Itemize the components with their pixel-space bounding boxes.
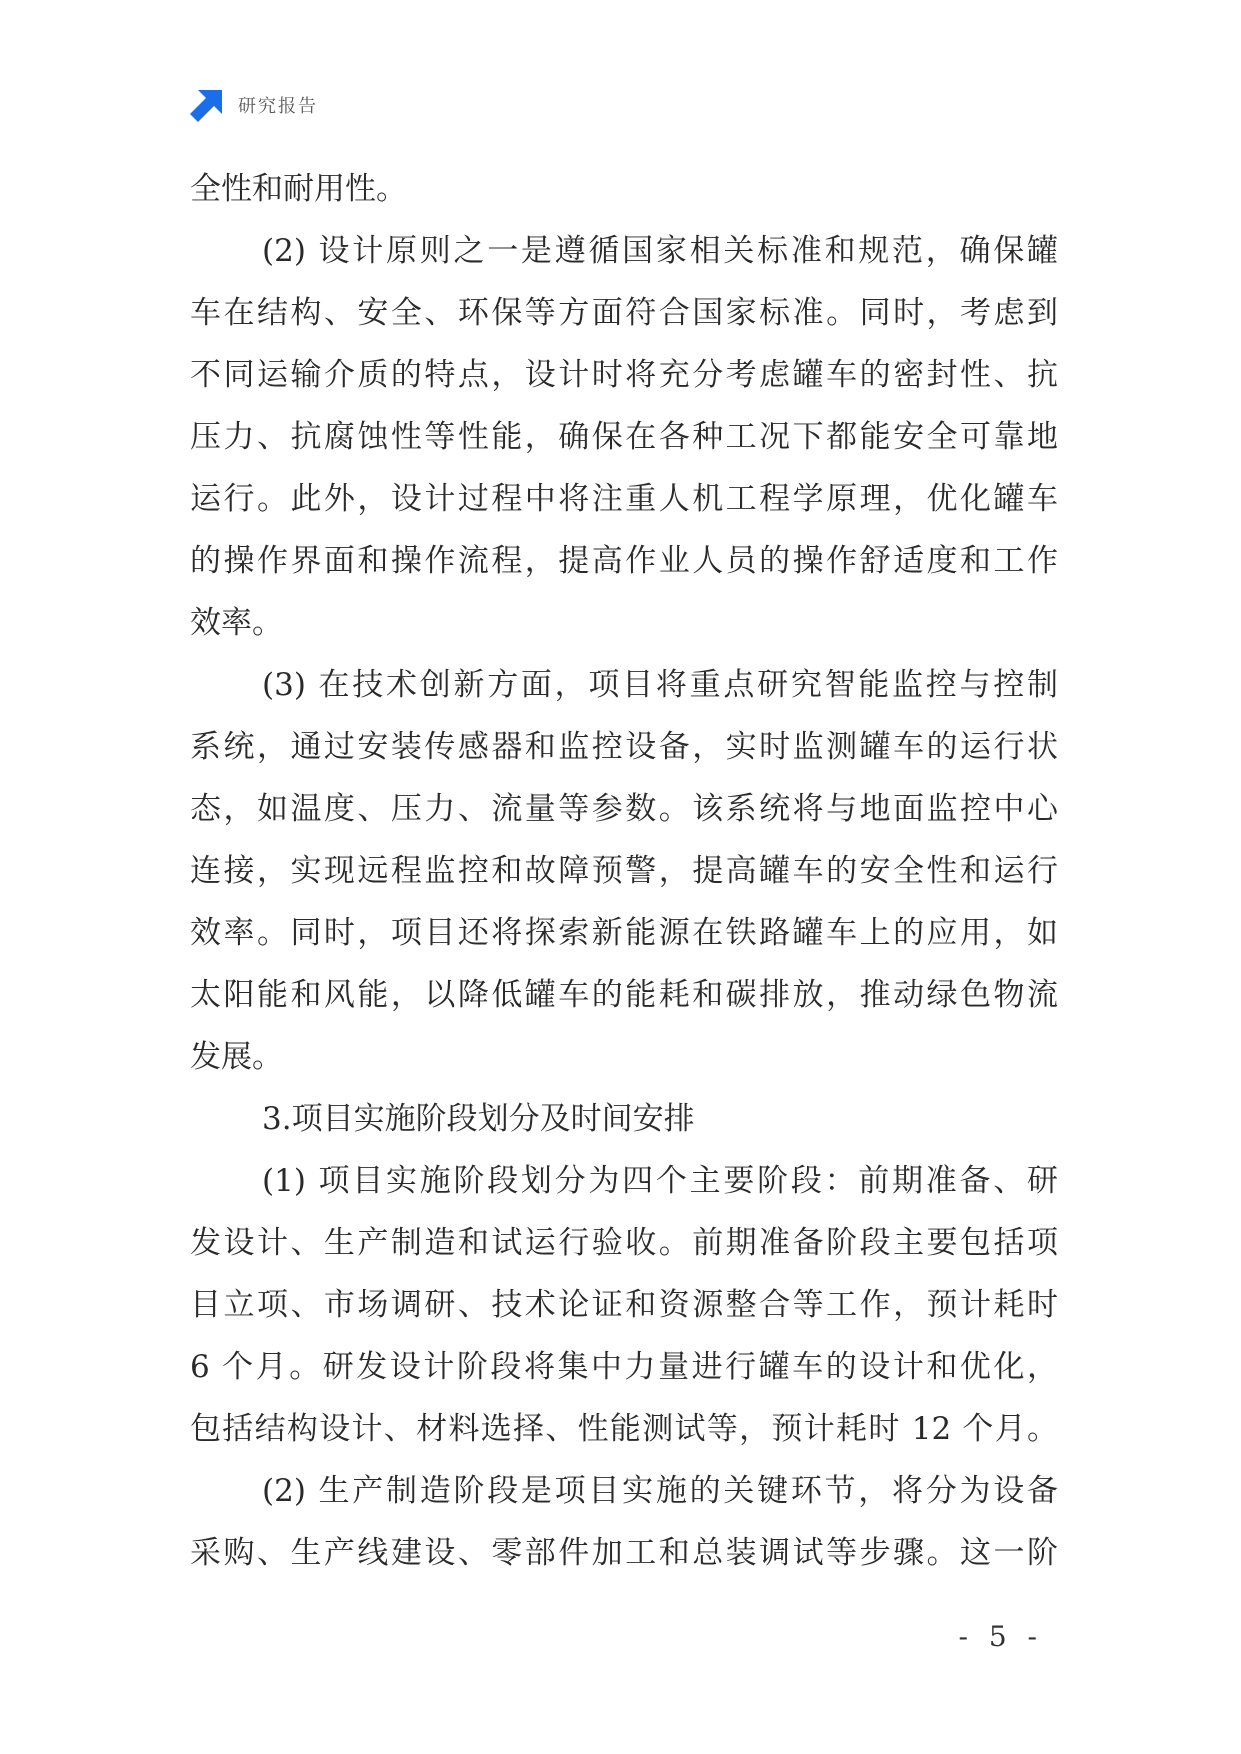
arrow-up-right-logo-icon — [190, 88, 224, 122]
text-line: 太阳能和风能，以降低罐车的能耗和碳排放，推动绿色物流 — [190, 977, 1058, 1013]
text-line: 全性和耐用性。 — [190, 171, 407, 207]
text-line: (1) 项目实施阶段划分为四个主要阶段：前期准备、研 — [262, 1163, 1058, 1199]
text-line: (2) 设计原则之一是遵循国家相关标准和规范，确保罐 — [262, 233, 1058, 269]
page-number: - 5 - — [958, 1620, 1043, 1653]
text-line: 发展。 — [190, 1039, 283, 1075]
text-line: 效率。同时，项目还将探索新能源在铁路罐车上的应用，如 — [190, 915, 1058, 951]
text-line: 的操作界面和操作流程，提高作业人员的操作舒适度和工作 — [190, 543, 1058, 579]
text-line: 6 个月。研发设计阶段将集中力量进行罐车的设计和优化， — [190, 1349, 1058, 1385]
text-line: 发设计、生产制造和试运行验收。前期准备阶段主要包括项 — [190, 1225, 1058, 1261]
text-line: 3.项目实施阶段划分及时间安排 — [262, 1101, 695, 1137]
text-line: 包括结构设计、材料选择、性能测试等，预计耗时 12 个月。 — [190, 1411, 1058, 1447]
text-line: 系统，通过安装传感器和监控设备，实时监测罐车的运行状 — [190, 729, 1058, 765]
text-line: 运行。此外，设计过程中将注重人机工程学原理，优化罐车 — [190, 481, 1058, 517]
text-line: (2) 生产制造阶段是项目实施的关键环节，将分为设备 — [262, 1473, 1058, 1509]
text-line: 采购、生产线建设、零部件加工和总装调试等步骤。这一阶 — [190, 1535, 1058, 1571]
text-line: 不同运输介质的特点，设计时将充分考虑罐车的密封性、抗 — [190, 357, 1058, 393]
text-line: 目立项、市场调研、技术论证和资源整合等工作，预计耗时 — [190, 1287, 1058, 1323]
text-line: 压力、抗腐蚀性等性能，确保在各种工况下都能安全可靠地 — [190, 419, 1058, 455]
page-header — [190, 88, 318, 122]
text-line: 态，如温度、压力、流量等参数。该系统将与地面监控中心 — [190, 791, 1058, 827]
header-title: 研究报告 — [238, 96, 318, 117]
text-line: (3) 在技术创新方面，项目将重点研究智能监控与控制 — [262, 667, 1058, 703]
document-body — [190, 158, 1058, 1584]
text-line: 车在结构、安全、环保等方面符合国家标准。同时，考虑到 — [190, 295, 1058, 331]
text-line: 效率。 — [190, 605, 283, 641]
text-line: 连接，实现远程监控和故障预警，提高罐车的安全性和运行 — [190, 853, 1058, 889]
